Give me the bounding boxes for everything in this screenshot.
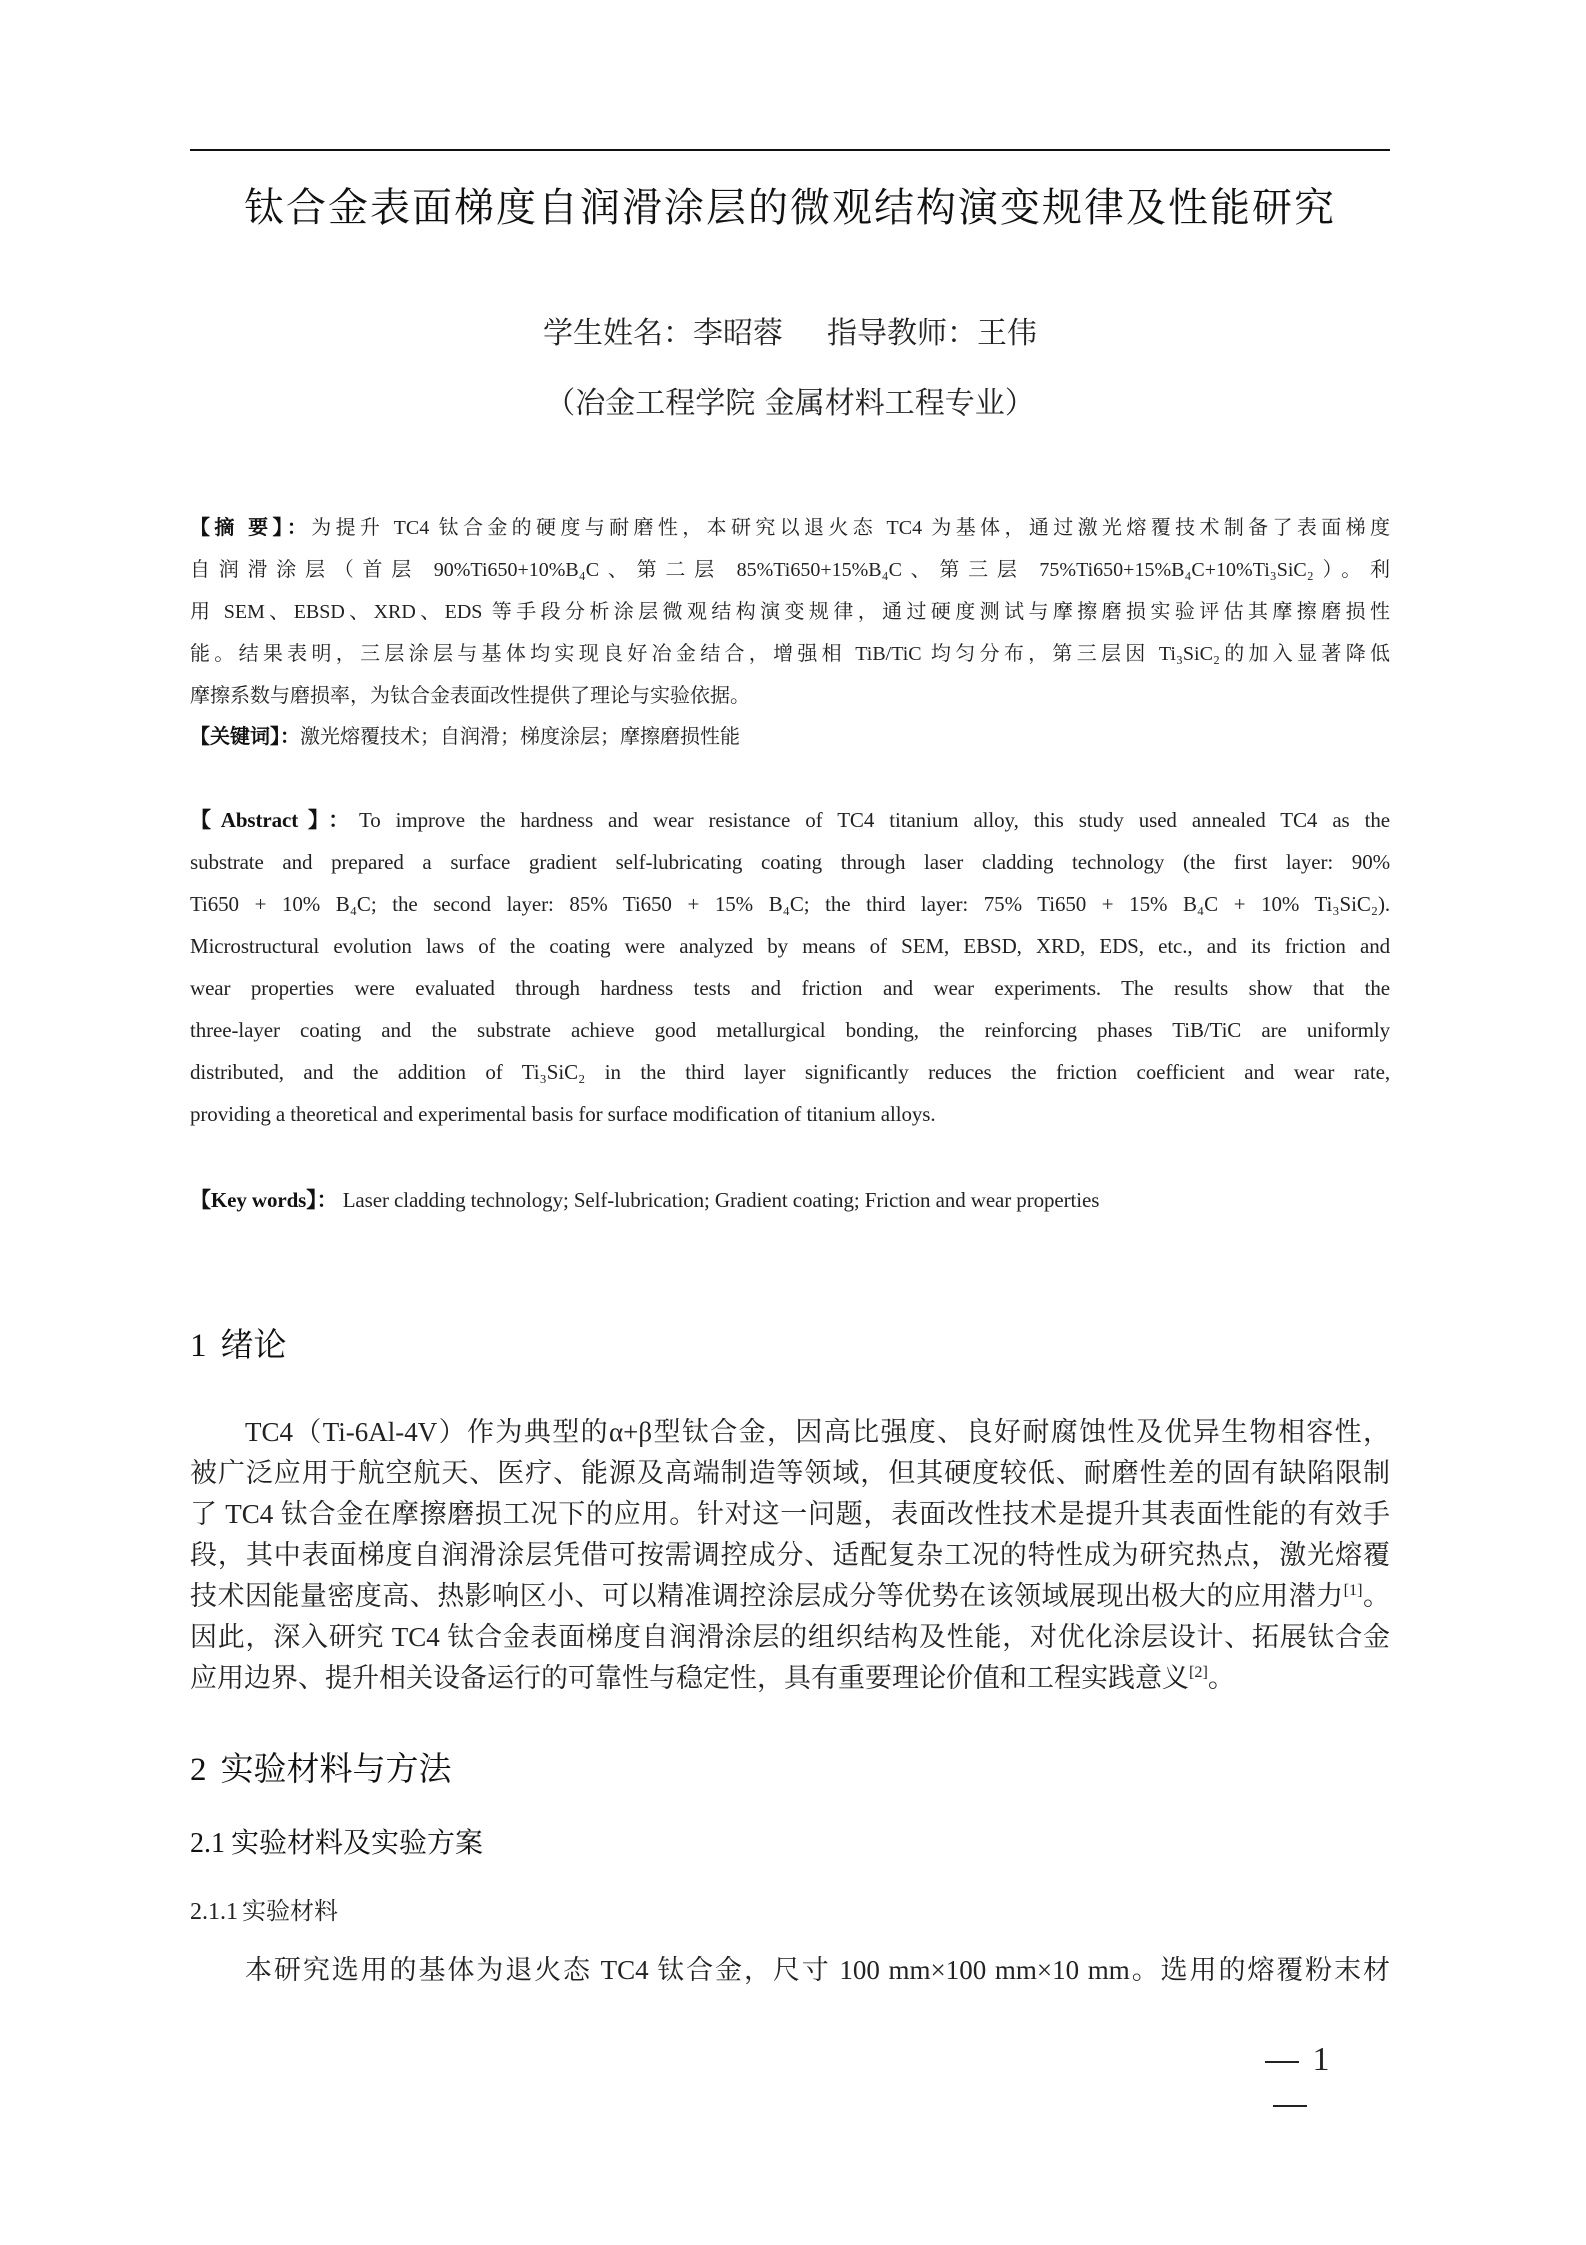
abstract-en-label: 【Abstract】： <box>190 808 359 832</box>
keywords-cn-text: 激光熔覆技术；自润滑；梯度涂层；摩擦磨损性能 <box>300 726 740 748</box>
abstract-en-line: three-layer coating and the substrate achieve good metallurgical bonding, the reinforcing phases TiB/TiC are uniformly <box>190 1018 1390 1042</box>
abstract-cn-line: 用 SEM、EBSD、XRD、EDS 等手段分析涂层微观结构演变规律，通过硬度测试与摩擦磨损实验评估其摩擦磨损性 <box>190 601 1390 623</box>
advisor-name: 指导教师：王伟 <box>827 316 1037 351</box>
section-heading-1: 1 绪论 <box>190 1325 287 1364</box>
abstract-en-line: Ti650 + 10% B₄C; the second layer: 85% Ti650 + 15% B₄C; the third layer: 75% Ti650 + 15% B₄C + 10% Ti₃SiC₂). <box>190 892 1390 916</box>
keywords-cn <box>190 722 1390 752</box>
body-line: 应用边界、提升相关设备运行的可靠性与稳定性，具有重要理论价值和工程实践意义[2]。 <box>190 1663 1235 1693</box>
subsection-heading-2-1: 2.1 实验材料及实验方案 <box>190 1826 484 1859</box>
abstract-en-line: Microstructural evolution laws of the coating were analyzed by means of SEM, EBSD, XRD, EDS, etc., and its friction and <box>190 934 1390 958</box>
body-line: 因此，深入研究 TC4 钛合金表面梯度自润滑涂层的组织结构及性能，对优化涂层设计、拓展钛合金 <box>190 1622 1390 1652</box>
abstract-cn-label: 【摘 要】： <box>190 517 312 539</box>
affiliation: （冶金工程学院 金属材料工程专业） <box>545 386 1035 421</box>
body-line: 被广泛应用于航空航天、医疗、能源及高端制造等领域，但其硬度较低、耐磨性差的固有缺陷限制 <box>190 1458 1390 1488</box>
keywords-cn-label: 【关键词】： <box>190 726 300 748</box>
abstract-cn-line: 【摘 要】：为提升 TC4 钛合金的硬度与耐磨性，本研究以退火态 TC4 为基体，通过激光熔覆技术制备了表面梯度 <box>190 517 1390 539</box>
abstract-en-line: substrate and prepared a surface gradient self-lubricating coating through laser cladding technology (the first layer: 90% <box>190 850 1390 874</box>
paper-title: 钛合金表面梯度自润滑涂层的微观结构演变规律及性能研究 <box>244 185 1336 231</box>
keywords-en-label: 【Key words】： <box>190 1188 338 1212</box>
citation-1[interactable]: [1] <box>1343 1581 1363 1599</box>
dash-right <box>1273 2105 1307 2107</box>
abstract-cn-line: 自润滑涂层（首层 90%Ti650+10%B₄C、第二层 85%Ti650+15%B₄C、第三层 75%Ti650+15%B₄C+10%Ti₃SiC₂）。利 <box>190 559 1390 581</box>
body-line: 技术因能量密度高、热影响区小、可以精准调控涂层成分等优势在该领域展现出极大的应用潜力[1]。 <box>190 1581 1390 1611</box>
abstract-en-line: 【Abstract】：To improve the hardness and wear resistance of TC4 titanium alloy, this study used annealed TC4 as the <box>190 808 1390 832</box>
body-line: TC4（Ti-6Al-4V）作为典型的α+β型钛合金，因高比强度、良好耐腐蚀性及优异生物相容性， <box>245 1417 1390 1447</box>
body-line: 了 TC4 钛合金在摩擦磨损工况下的应用。针对这一问题，表面改性技术是提升其表面性能的有效手 <box>190 1499 1390 1529</box>
keywords-en-text: Laser cladding technology; Self-lubrication; Gradient coating; Friction and wear properties <box>342 1188 1100 1212</box>
abstract-en-line: wear properties were evaluated through hardness tests and friction and wear experiments. The results show that the <box>190 976 1390 1000</box>
student-name: 学生姓名：李昭蓉 <box>543 316 783 351</box>
dash-left <box>1265 2061 1299 2063</box>
author-line <box>190 312 1390 356</box>
abstract-en-line: providing a theoretical and experimental basis for surface modification of titanium alloys. <box>190 1102 936 1126</box>
header-rule <box>190 149 1390 151</box>
abstract-cn-line: 能。结果表明，三层涂层与基体均实现良好冶金结合，增强相 TiB/TiC 均匀分布，第三层因 Ti₃SiC₂的加入显著降低 <box>190 643 1390 665</box>
page-number: 1 <box>1220 2038 1360 2126</box>
abstract-cn-line: 摩擦系数与磨损率，为钛合金表面改性提供了理论与实验依据。 <box>190 685 750 707</box>
abstract-en-line: distributed, and the addition of Ti₃SiC₂ in the third layer significantly reduces the friction coefficient and wear rate, <box>190 1060 1390 1084</box>
subsection-heading-2-1-1: 2.1.1 实验材料 <box>190 1897 338 1925</box>
citation-2[interactable]: [2] <box>1189 1663 1208 1681</box>
body-line: 本研究选用的基体为退火态 TC4 钛合金，尺寸 100 mm×100 mm×10 mm。选用的熔覆粉末材 <box>245 1955 1390 1985</box>
section-heading-2: 2 实验材料与方法 <box>190 1749 452 1788</box>
keywords-en <box>190 1185 1390 1215</box>
body-line: 段，其中表面梯度自润滑涂层凭借可按需调控成分、适配复杂工况的特性成为研究热点，激光熔覆 <box>190 1540 1390 1570</box>
